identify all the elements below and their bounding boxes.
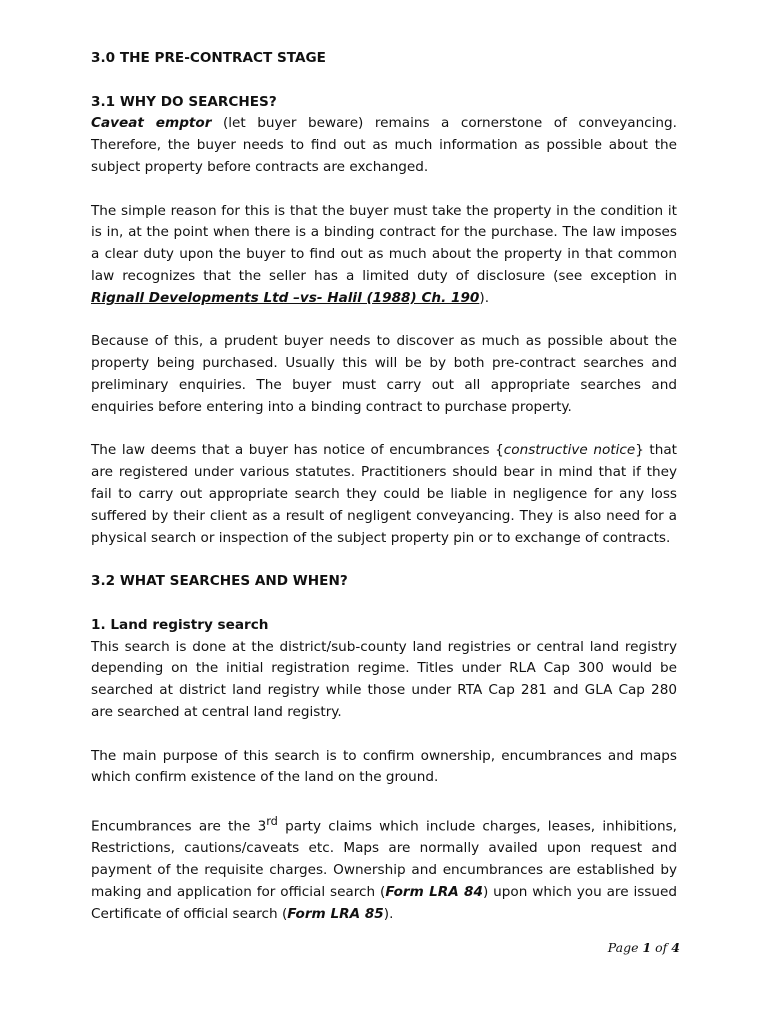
subsection-heading-3-1: 3.1 WHY DO SEARCHES? xyxy=(91,93,277,110)
case-citation: Rignall Developments Ltd –vs- Halil (1988) Ch. 190 xyxy=(91,289,480,306)
paragraph-caveat-emptor: Caveat emptor (let buyer beware) remains a cornerstone of conveyancing. Therefore, the buyer needs to find out as much information as possible about the subject property before contracts are exchanged. xyxy=(91,115,677,175)
paragraph-simple-reason: The simple reason for this is that the buyer must take the property in the condition it is in, at the point when there is a binding contract for the purchase. The law imposes a clear duty upon the buyer to find out as much about the property in that common law recognizes that the seller has a limited duty of disclosure (see exception in Rignall Developments Ltd –vs- Halil (1988) Ch. 190). xyxy=(91,202,677,306)
page-number-footer: Page 1 of 4 xyxy=(607,940,680,955)
list-heading-land-registry: 1. Land registry search xyxy=(91,616,269,633)
paragraph-main-purpose: The main purpose of this search is to confirm ownership, encumbrances and maps which confirm existence of the land on the ground. xyxy=(91,747,677,786)
form-reference: Form LRA 84 xyxy=(385,883,483,900)
form-reference: Form LRA 85 xyxy=(287,905,384,922)
subsection-heading-3-2: 3.2 WHAT SEARCHES AND WHEN? xyxy=(91,573,348,590)
paragraph-prudent-buyer: Because of this, a prudent buyer needs to discover as much as possible about the property being purchased. Usually this will be by both pre-contract searches and preliminary enquiries. The buyer must carry out all appropriate searches and enquiries before entering into a binding contract to purchase property. xyxy=(91,333,677,415)
document-body xyxy=(91,48,677,925)
paragraph-land-registry: This search is done at the district/sub-county land registries or central land registry depending on the initial registration regime. Titles under RLA Cap 300 would be searched at district land registry while those under RTA Cap 281 and GLA Cap 280 are searched at central land registry. xyxy=(91,638,677,720)
italic-term: constructive notice xyxy=(503,442,636,459)
paragraph-encumbrances: Encumbrances are the 3rd party claims which include charges, leases, inhibitions, Restrictions, cautions/caveats etc. Maps are normally availed upon request and payment of the requisite charges. Ownership and encumbrances are established by making and application for official search (Form LRA 84) upon which you are issued Certificate of official search (Form LRA 85). xyxy=(91,813,677,922)
paragraph-constructive-notice: The law deems that a buyer has notice of encumbrances {constructive notice} that are registered under various statutes. Practitioners should bear in mind that if they fail to carry out appropriate search they could be liable in negligence for any loss suffered by their client as a result of negligent conveyancing. They is also need for a physical search or inspection of the subject property pin or to exchange of contracts. xyxy=(91,442,678,546)
latin-term: Caveat emptor xyxy=(91,115,212,132)
section-heading: 3.0 THE PRE-CONTRACT STAGE xyxy=(91,50,326,66)
